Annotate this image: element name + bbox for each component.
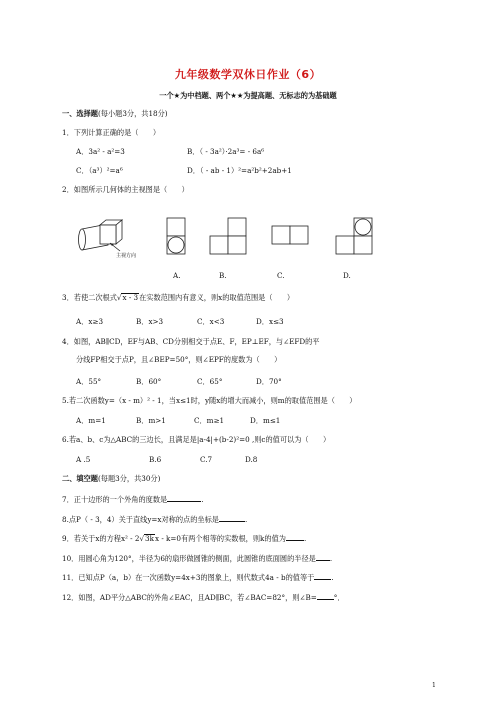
section-2-heading: 二、填空题(每题3分，共30分) [62,474,161,483]
q3-option-b: B．x>3 [136,317,164,326]
q5-option-a: A．m=1 [76,416,106,425]
q6-option-c: C.7 [200,455,213,464]
page-subtitle: 一个★为中档题、两个★★为提高题、无标志的为基础题 [159,91,337,100]
question-11: 11．已知点P（a，b）在一次函数y=4x+3的图象上，则代数式4a - b的值等于 . [62,573,334,582]
q12-answer-blank[interactable] [317,592,334,600]
q2-option-a-figure [163,216,191,256]
q8-answer-blank[interactable] [219,514,245,522]
question-8: 8.点P（ - 3，4）关于直线y=x对称的点的坐标是 . [62,515,248,524]
question-12: 12．如图，AD平分△ABC的外角∠EAC，且AD∥BC，若∠BAC=82°，则∠B= °． [62,593,345,602]
question-7: 7．正十边形的一个外角的度数是 . [62,495,204,504]
q3-option-a: A．x≥3 [76,317,104,326]
question-5-stem: 5.若二次函数y=（x - m）² - 1，当x≤1时，y随x的增大而减小，则m的取值范围是（ ） [62,396,357,405]
question-9: 9．若关于x的方程x² - 2√3kx - k=0有两个相等的实数根，则k的值为 . [62,534,307,543]
q3-radicand: x - 3 [122,293,139,302]
q2-option-c: C. [277,271,285,280]
q10-answer-blank[interactable] [316,553,330,561]
page-number: 1 [432,682,436,689]
q3-option-c: C．x<3 [197,317,225,326]
q2-option-a: A. [173,271,181,280]
q7-answer-blank[interactable] [167,494,201,502]
question-6-stem: 6.若a、b、c为△ABC的三边长，且满足是|a-4|+(b-2)²=0 ,则c的值可以为（ ） [62,435,331,444]
section-1-heading: 一、选择题(每小题3分，共18分) [62,109,168,118]
q5-option-c: C．m≥1 [194,416,225,425]
q9-answer-blank[interactable] [286,533,304,541]
q2-option-d: D. [343,271,351,280]
q6-option-b: B.6 [149,455,162,464]
q1-option-d: D．（ - ab - 1）²=a²b²+2ab+1 [187,166,292,175]
q1-option-b: B．（ - 3a²）·2a³= - 6a⁶ [187,147,265,156]
question-3-stem: 3．若使二次根式√x - 3在实数范围内有意义，则x的取值范围是（ ） [62,293,295,302]
q5-option-b: B．m>1 [136,416,166,425]
q11-answer-blank[interactable] [314,572,331,580]
q3-option-d: D．x≤3 [256,317,284,326]
question-2-stem: 2．如图所示几何体的主视图是（ ） [62,185,189,194]
view-direction-label: 主视方向 [116,253,137,259]
q4-option-c: C．65° [197,377,223,386]
q2-option-b-figure [204,216,254,256]
q2-option-c-figure [268,222,318,248]
q1-option-c: C．（a³）²=a⁶ [76,166,123,175]
question-4-line-2: 分线FP相交于点P，且∠BEP=50°，则∠EPF的度数为（ ） [76,355,282,364]
q6-option-a: A .5 [76,455,91,464]
q5-option-d: D．m≤1 [250,416,281,425]
question-4-line-1: 4．如图，AB∥CD，EF与AB、CD分别相交于点E、F，EP⊥EF，与∠EFD的平 [62,337,320,346]
question-10: 10．用圆心角为120°，半径为6的扇形做圆锥的侧面，此圆锥的底面圆的半径是 . [62,554,333,563]
q6-option-d: D.8 [245,455,258,464]
q4-option-a: A．55° [76,377,102,386]
q1-option-a: A．3a² - a²=3 [76,147,125,156]
q4-option-b: B．60° [136,377,162,386]
q2-option-d-figure [330,216,380,256]
q2-option-b: B. [219,271,227,280]
q9-radicand: 3k [145,534,154,543]
page-title: 九年级数学双休日作业（6） [174,68,322,81]
question-1-stem: 1．下列计算正确的是（ ） [62,128,161,137]
q4-option-d: D．70° [256,377,282,386]
